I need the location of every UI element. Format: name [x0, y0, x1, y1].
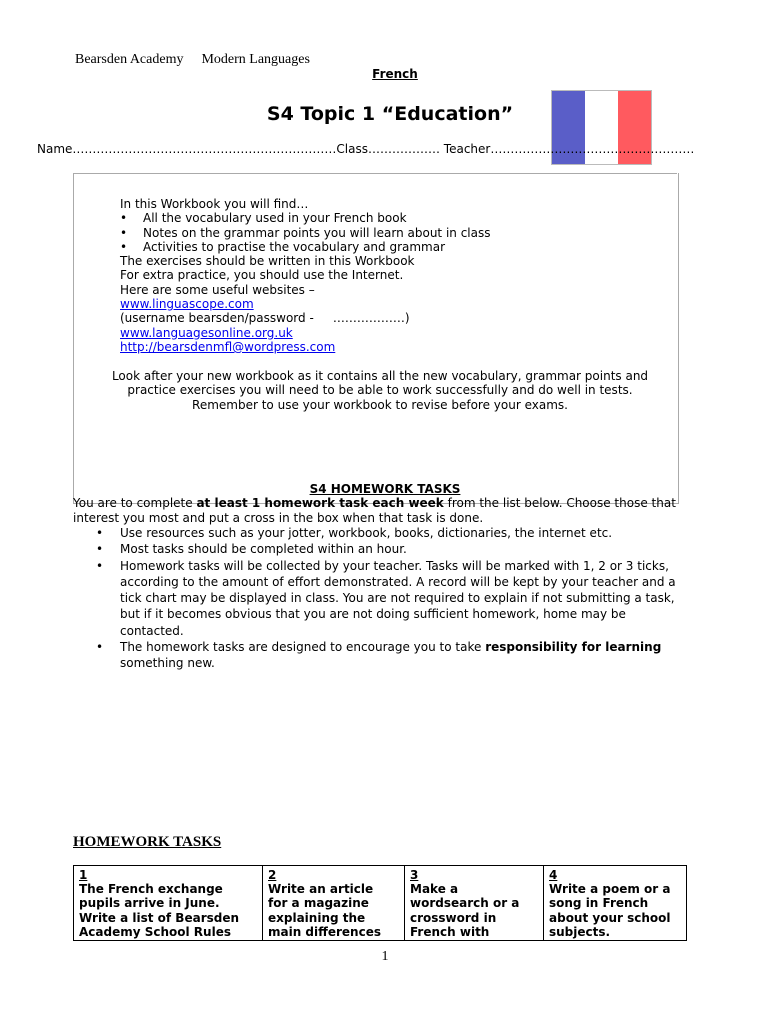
intro-line: The exercises should be written in this Workbook: [120, 254, 415, 269]
page-number: 1: [381, 949, 389, 964]
task-line: Academy School Rules: [79, 924, 231, 939]
task-line: explaining the: [268, 910, 366, 925]
task-number: 3: [410, 868, 419, 882]
task-line: pupils arrive in June.: [79, 896, 220, 911]
task-line: for a magazine: [268, 896, 369, 911]
homework-rule: • Homework tasks will be collected by your teacher. Tasks will be marked with 1, 2 or 3 ticks, according to the amount of effort demonstrated. A record will be kept by your teacher and a tick chart may be displayed in class. You are not required to explain if not submitting a task, but if it becomes obvious that you are not doing sufficient homework, home may be contacted.: [96, 558, 691, 639]
intro-box-top-border: [73, 173, 677, 174]
task-line: song in French: [549, 896, 649, 911]
homework-intro: [73, 496, 693, 526]
paragraph-line: Look after your new workbook as it contains all the new vocabulary, grammar points and: [111, 369, 649, 383]
task-line: Write an article: [268, 882, 374, 897]
rule-bold: responsibility for learning: [485, 640, 662, 655]
paragraph-line: Remember to use your workbook to revise before your exams.: [192, 397, 568, 412]
rule-text: The homework tasks are designed to encourage you to take: [120, 640, 486, 655]
name-class-teacher-line: Name…………………………………………………………Class……………… Teacher……………………………………………: [37, 142, 695, 156]
intro-line: For extra practice, you should use the Internet.: [120, 268, 404, 283]
task-cell-2: [263, 866, 405, 941]
task-line: The French exchange: [79, 882, 223, 897]
school-name: Bearsden Academy: [75, 52, 184, 67]
homework-intro-text: You are to complete: [73, 496, 197, 510]
languagesonline-link[interactable]: www.languagesonline.org.uk: [120, 325, 293, 340]
intro-line: Here are some useful websites –: [120, 282, 315, 297]
homework-rules-list: [96, 525, 691, 672]
workbook-intro: [120, 197, 490, 354]
task-line: main differences: [268, 924, 381, 939]
bearsdenmfl-link[interactable]: http://bearsdenmfl@wordpress.com: [120, 339, 336, 354]
task-line: wordsearch or a: [410, 896, 520, 911]
intro-bullet: • All the vocabulary used in your French book: [120, 211, 490, 225]
task-line: subjects.: [549, 924, 611, 939]
task-cell-1: [74, 866, 263, 941]
tasks-table: [73, 865, 687, 941]
homework-intro-bold: at least 1 homework task each week: [196, 496, 444, 510]
homework-rule: • Use resources such as your jotter, workbook, books, dictionaries, the internet etc.: [96, 525, 691, 541]
task-line: French with: [410, 924, 490, 939]
document-header: [75, 52, 310, 68]
table-row: [74, 866, 687, 941]
linguascope-link[interactable]: www.linguascope.com: [120, 297, 254, 312]
task-cell-3: [405, 866, 544, 941]
intro-bullet: • Notes on the grammar points you will learn about in class: [120, 226, 490, 240]
subject-label: French: [372, 67, 418, 81]
tasks-title: HOMEWORK TASKS: [73, 834, 222, 850]
task-line: about your school: [549, 910, 671, 925]
homework-rule: • Most tasks should be completed within an hour.: [96, 541, 691, 557]
login-line: (username bearsden/password - ………………): [120, 311, 410, 326]
workbook-paragraph: [80, 369, 680, 412]
task-number: 2: [268, 868, 277, 882]
task-line: crossword in: [410, 910, 497, 925]
task-number: 1: [79, 868, 88, 882]
intro-lead: In this Workbook you will find…: [120, 197, 309, 211]
task-line: Make a: [410, 882, 459, 897]
intro-bullet: • Activities to practise the vocabulary and grammar: [120, 240, 490, 254]
paragraph-line: practice exercises you will need to be able to work successfully and do well in tests.: [127, 383, 633, 398]
homework-heading: S4 HOMEWORK TASKS: [309, 482, 461, 496]
page-title: S4 Topic 1 “Education”: [266, 103, 514, 125]
task-line: Write a list of Bearsden: [79, 910, 240, 925]
task-cell-4: [544, 866, 687, 941]
homework-rule: [96, 639, 691, 672]
rule-text-end: something new.: [120, 656, 215, 671]
homework-intro-text-end: from the list below. Choose those that interest you most and put a cross in the box when that task is done.: [73, 496, 676, 525]
task-number: 4: [549, 868, 558, 882]
department-name: Modern Languages: [201, 52, 310, 67]
task-line: Write a poem or a: [549, 882, 671, 897]
